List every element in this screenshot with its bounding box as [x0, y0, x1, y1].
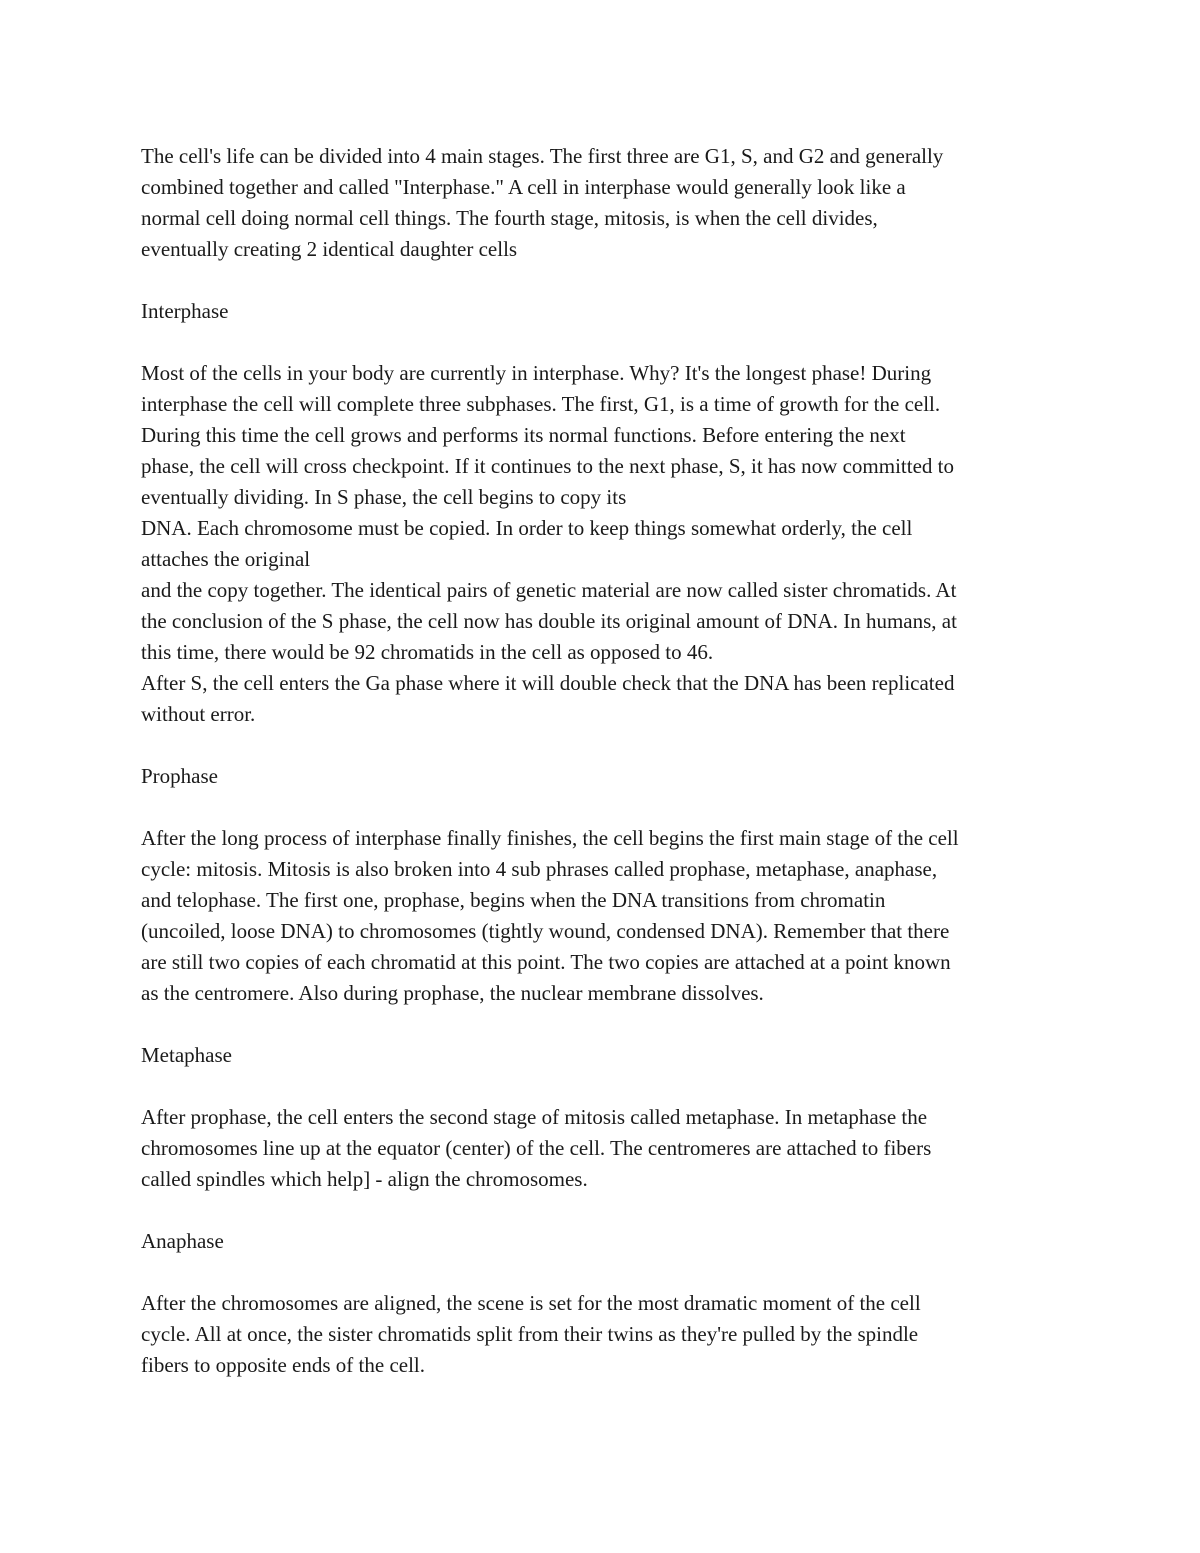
paragraph-spacer — [141, 1009, 1066, 1040]
text-line: and telophase. The first one, prophase, begins when the DNA transitions from chromatin — [141, 888, 886, 912]
text-line: eventually creating 2 identical daughter cells — [141, 237, 518, 261]
text-line: without error. — [141, 702, 256, 726]
text-line: normal cell doing normal cell things. The fourth stage, mitosis, is when the cell divides, — [141, 206, 878, 230]
text-line: interphase the cell will complete three subphases. The first, G1, is a time of growth for the cell. — [141, 392, 941, 416]
text-line: After prophase, the cell enters the second stage of mitosis called metaphase. In metaphase the — [141, 1105, 928, 1129]
text-line: as the centromere. Also during prophase, the nuclear membrane dissolves. — [141, 981, 764, 1005]
text-line: called spindles which help] - align the chromosomes. — [141, 1167, 588, 1191]
metaphase-paragraph — [141, 1102, 1066, 1195]
paragraph-spacer — [141, 730, 1066, 761]
paragraph-spacer — [141, 1195, 1066, 1226]
paragraph-spacer — [141, 265, 1066, 296]
text-line: the conclusion of the S phase, the cell now has double its original amount of DNA. In humans, at — [141, 609, 957, 633]
prophase-paragraph — [141, 823, 1066, 1009]
text-line: eventually dividing. In S phase, the cell begins to copy its — [141, 485, 627, 509]
intro-paragraph — [141, 141, 1066, 265]
paragraph-spacer — [141, 1257, 1066, 1288]
interphase-paragraph — [141, 358, 1066, 730]
text-line: cycle. All at once, the sister chromatids split from their twins as they're pulled by the spindle — [141, 1322, 919, 1346]
text-line: fibers to opposite ends of the cell. — [141, 1353, 426, 1377]
text-line: DNA. Each chromosome must be copied. In order to keep things somewhat orderly, the cell — [141, 516, 913, 540]
section-heading-interphase: Interphase — [141, 299, 229, 323]
text-line: and the copy together. The identical pairs of genetic material are now called sister chromatids. At — [141, 578, 957, 602]
text-line: chromosomes line up at the equator (center) of the cell. The centromeres are attached to fibers — [141, 1136, 932, 1160]
section-heading-anaphase: Anaphase — [141, 1229, 224, 1253]
text-line: The cell's life can be divided into 4 main stages. The first three are G1, S, and G2 and generally — [141, 144, 944, 168]
anaphase-paragraph — [141, 1288, 1066, 1381]
text-line: are still two copies of each chromatid at this point. The two copies are attached at a point known — [141, 950, 951, 974]
text-line: phase, the cell will cross checkpoint. If it continues to the next phase, S, it has now committed to — [141, 454, 954, 478]
text-line: After the chromosomes are aligned, the scene is set for the most dramatic moment of the cell — [141, 1291, 921, 1315]
text-line: After S, the cell enters the Ga phase where it will double check that the DNA has been replicated — [141, 671, 955, 695]
text-line: this time, there would be 92 chromatids in the cell as opposed to 46. — [141, 640, 714, 664]
document-body — [141, 141, 1066, 1381]
text-line: After the long process of interphase finally finishes, the cell begins the first main stage of the cell — [141, 826, 959, 850]
text-line: (uncoiled, loose DNA) to chromosomes (tightly wound, condensed DNA). Remember that there — [141, 919, 950, 943]
text-line: attaches the original — [141, 547, 311, 571]
section-heading-prophase: Prophase — [141, 764, 218, 788]
text-line: combined together and called "Interphase." A cell in interphase would generally look like a — [141, 175, 906, 199]
section-heading-metaphase: Metaphase — [141, 1043, 232, 1067]
paragraph-spacer — [141, 792, 1066, 823]
paragraph-spacer — [141, 327, 1066, 358]
text-line: cycle: mitosis. Mitosis is also broken into 4 sub phrases called prophase, metaphase, anaphase, — [141, 857, 938, 881]
paragraph-spacer — [141, 1071, 1066, 1102]
text-line: Most of the cells in your body are currently in interphase. Why? It's the longest phase! During — [141, 361, 932, 385]
text-line: During this time the cell grows and performs its normal functions. Before entering the next — [141, 423, 906, 447]
